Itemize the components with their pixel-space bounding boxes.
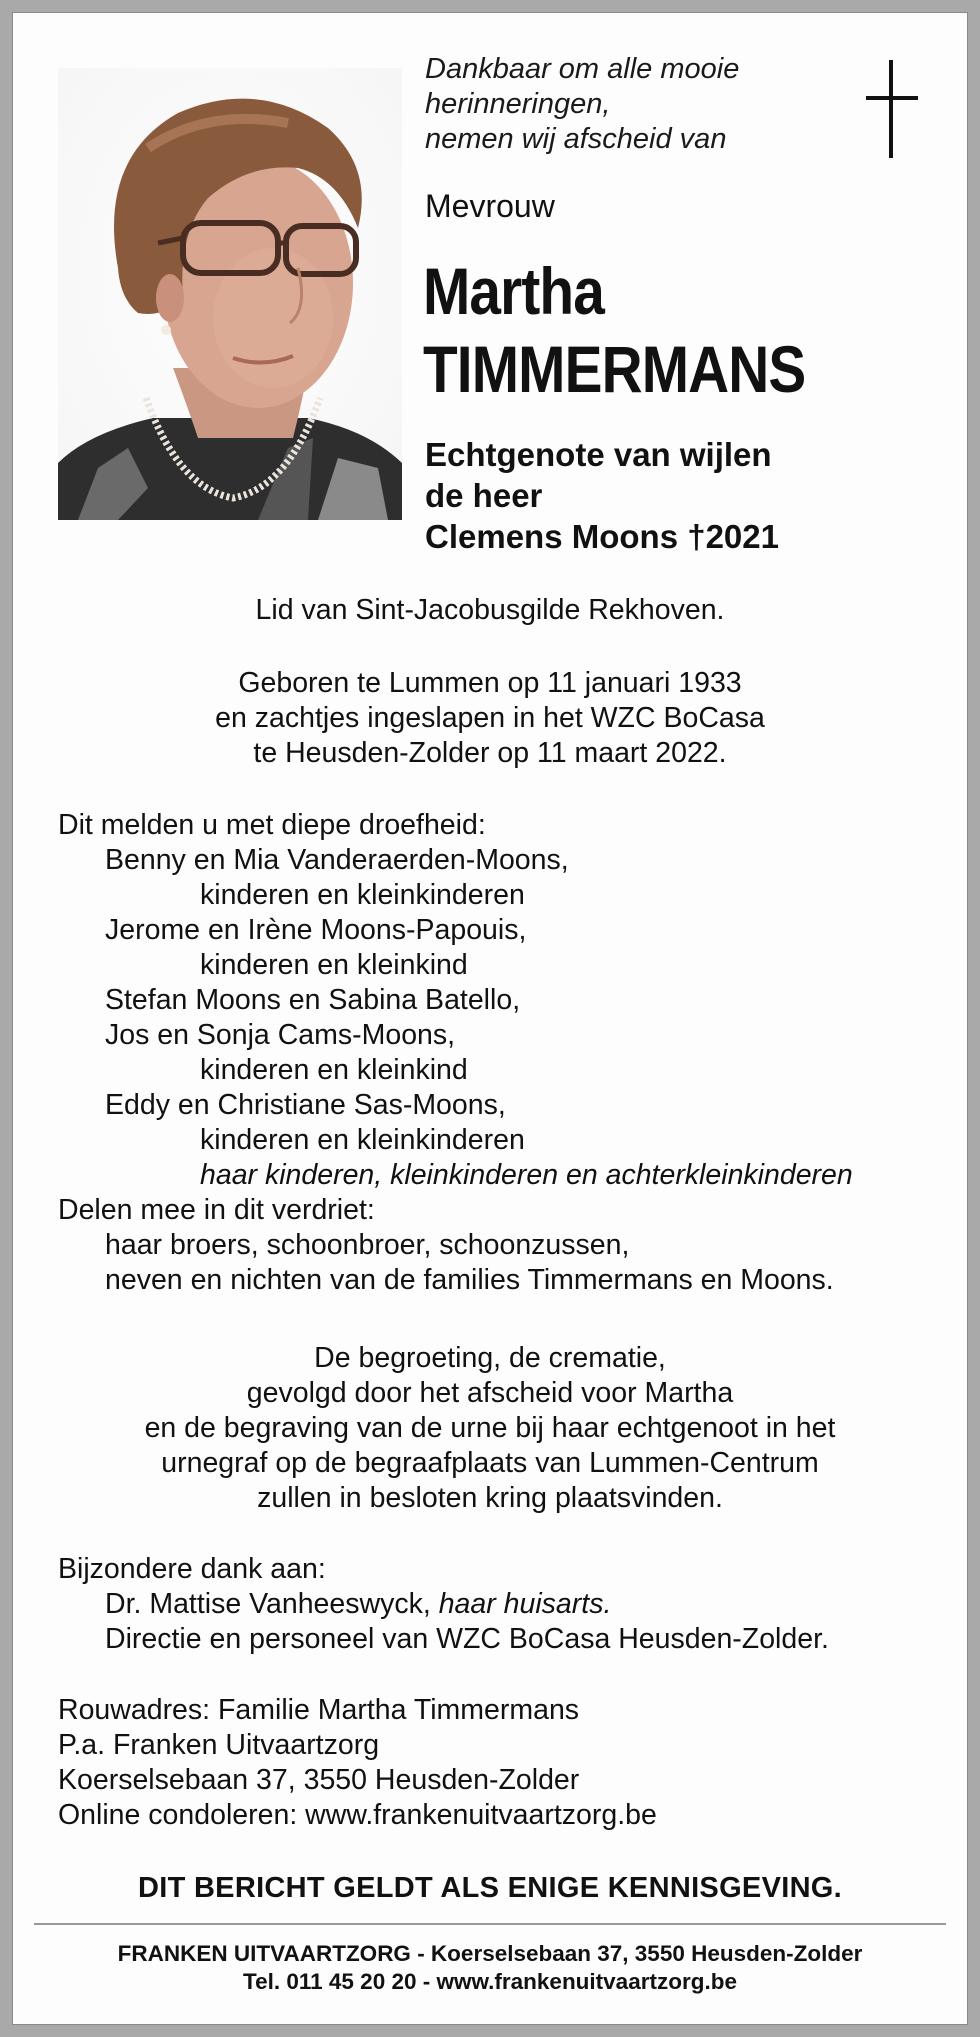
footer-line: FRANKEN UITVAARTZORG - Koerselsebaan 37, 3550 Heusden-Zolder bbox=[117, 1941, 863, 1966]
portrait-image bbox=[58, 68, 402, 520]
membership bbox=[0, 593, 980, 628]
family-entry: Benny en Mia Vanderaerden-Moons, bbox=[105, 844, 569, 876]
family-entry: Stefan Moons en Sabina Batello, bbox=[105, 984, 521, 1016]
intro-text bbox=[425, 52, 845, 157]
intro-line: nemen wij afscheid van bbox=[425, 123, 727, 155]
thanks-intro: Bijzondere dank aan: bbox=[58, 1553, 326, 1585]
spouse-line: de heer bbox=[425, 477, 543, 514]
notice-text: DIT BERICHT GELDT ALS ENIGE KENNISGEVING. bbox=[137, 1872, 843, 1904]
birth-death-line: te Heusden-Zolder op 11 maart 2022. bbox=[253, 737, 727, 769]
share-intro: Delen mee in dit verdriet: bbox=[58, 1194, 375, 1226]
last-name: TIMMERMANS bbox=[423, 332, 806, 406]
family-entry: haar kinderen, kleinkinderen en achterkleinkinderen bbox=[200, 1159, 853, 1191]
family-entry: kinderen en kleinkind bbox=[200, 1054, 468, 1086]
intro-line: Dankbaar om alle mooie bbox=[425, 53, 740, 85]
contact-line: P.a. Franken Uitvaartzorg bbox=[58, 1729, 380, 1761]
birth-death-line: en zachtjes ingeslapen in het WZC BoCasa bbox=[215, 702, 765, 734]
thanks-section bbox=[58, 1552, 938, 1657]
birth-death-info bbox=[0, 666, 980, 771]
first-name: Martha bbox=[423, 254, 604, 328]
family-entry: kinderen en kleinkind bbox=[200, 949, 468, 981]
birth-death-line: Geboren te Lummen op 11 januari 1933 bbox=[238, 667, 742, 699]
ceremony-info bbox=[0, 1341, 980, 1516]
contact-line: Rouwadres: Familie Martha Timmermans bbox=[58, 1694, 580, 1726]
family-entry: Eddy en Christiane Sas-Moons, bbox=[105, 1089, 506, 1121]
portrait-photo bbox=[58, 68, 402, 520]
intro-line: herinneringen, bbox=[425, 88, 611, 120]
ceremony-line: zullen in besloten kring plaatsvinden. bbox=[257, 1482, 723, 1514]
contact-line: Koerselsebaan 37, 3550 Heusden-Zolder bbox=[58, 1764, 580, 1796]
family-entry: Jos en Sonja Cams-Moons, bbox=[105, 1019, 456, 1051]
divider bbox=[34, 1923, 946, 1925]
share-entry: haar broers, schoonbroer, schoonzussen, bbox=[105, 1229, 630, 1261]
thanks-doctor bbox=[58, 1587, 938, 1622]
spouse-info bbox=[425, 434, 779, 557]
ceremony-line: urnegraf op de begraafplaats van Lummen-Centrum bbox=[161, 1447, 819, 1479]
thanks-staff: Directie en personeel van WZC BoCasa Heusden-Zolder. bbox=[105, 1623, 829, 1655]
ceremony-line: De begroeting, de crematie, bbox=[314, 1342, 666, 1374]
contact-line: Online condoleren: www.frankenuitvaartzorg.be bbox=[58, 1799, 657, 1831]
salutation: Mevrouw bbox=[425, 188, 555, 224]
deceased-name bbox=[423, 252, 805, 408]
share-entry: neven en nichten van de families Timmermans en Moons. bbox=[105, 1264, 834, 1296]
spouse-line: Echtgenote van wijlen bbox=[425, 436, 772, 473]
cross-icon bbox=[862, 60, 922, 160]
spouse-line: Clemens Moons †2021 bbox=[425, 518, 779, 555]
doctor-role: haar huisarts. bbox=[438, 1588, 612, 1620]
family-entry: kinderen en kleinkinderen bbox=[200, 879, 525, 911]
ceremony-line: gevolgd door het afscheid voor Martha bbox=[246, 1377, 734, 1409]
family-entry: Jerome en Irène Moons-Papouis, bbox=[105, 914, 527, 946]
footer-line: Tel. 011 45 20 20 - www.frankenuitvaartzorg.be bbox=[243, 1969, 737, 1994]
family-intro: Dit melden u met diepe droefheid: bbox=[58, 809, 486, 841]
membership-text: Lid van Sint-Jacobusgilde Rekhoven. bbox=[255, 594, 725, 626]
family-list bbox=[58, 808, 938, 1298]
contact-info bbox=[58, 1693, 938, 1833]
ceremony-line: en de begraving van de urne bij haar echtgenoot in het bbox=[144, 1412, 836, 1444]
family-entry: kinderen en kleinkinderen bbox=[200, 1124, 525, 1156]
doctor-name: Dr. Mattise Vanheeswyck, bbox=[105, 1588, 439, 1620]
footer bbox=[0, 1940, 980, 1996]
